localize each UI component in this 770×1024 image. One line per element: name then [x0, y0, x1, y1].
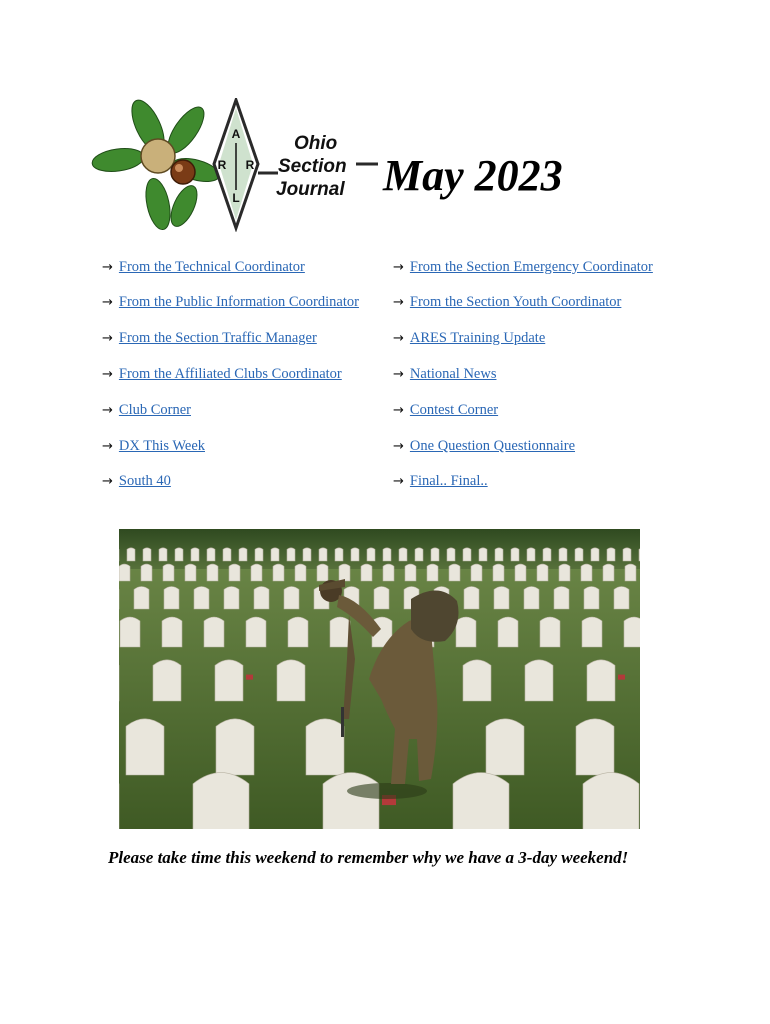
headstone — [303, 548, 311, 561]
headstone — [427, 564, 438, 581]
headstone — [153, 660, 181, 701]
headstone — [498, 617, 518, 647]
ohio-section-journal-logo — [88, 98, 384, 232]
headstone — [339, 564, 350, 581]
headstone — [511, 548, 519, 561]
svg-text:R: R — [245, 158, 255, 172]
headstone — [479, 548, 487, 561]
headstone — [193, 773, 249, 829]
headstone — [431, 548, 439, 561]
arrow-right-icon: → — [102, 367, 113, 382]
headstone — [306, 719, 344, 775]
arrow-right-icon: → — [393, 260, 404, 275]
toc-link[interactable]: Contest Corner — [409, 402, 499, 418]
headstone — [374, 587, 389, 610]
headstone — [141, 564, 152, 581]
headstone — [625, 564, 636, 581]
headstone — [191, 548, 199, 561]
headstone — [607, 548, 615, 561]
headstone — [527, 548, 535, 561]
headstone — [288, 617, 308, 647]
headstone — [449, 564, 460, 581]
cemetery-photo — [119, 529, 640, 829]
headstone — [134, 587, 149, 610]
headstone — [239, 548, 247, 561]
headstone — [415, 548, 423, 561]
arrow-right-icon: → — [102, 403, 113, 418]
toc-item[interactable] — [393, 470, 488, 492]
toc-link[interactable]: From the Section Emergency Coordinator — [409, 259, 653, 275]
svg-text:L: L — [232, 191, 240, 205]
toc-item[interactable] — [393, 291, 621, 313]
arrow-right-icon: → — [102, 260, 113, 275]
headstone — [525, 660, 553, 701]
arrow-right-icon: → — [393, 295, 404, 310]
headstone — [515, 564, 526, 581]
headstone — [207, 548, 215, 561]
toc-item[interactable] — [393, 363, 496, 385]
headstone — [215, 660, 243, 701]
headstone — [330, 617, 350, 647]
headstone — [471, 564, 482, 581]
logo-text-line: Ohio — [294, 133, 338, 154]
headstone — [277, 660, 305, 701]
headstone — [284, 587, 299, 610]
headstone — [486, 719, 524, 775]
headstone — [317, 564, 328, 581]
logo-text-line: Section — [278, 156, 347, 177]
headstone — [319, 548, 327, 561]
svg-text:R: R — [217, 158, 227, 172]
headstone — [216, 719, 254, 775]
toc-link[interactable]: DX This Week — [118, 438, 205, 454]
toc-item[interactable] — [393, 435, 575, 457]
headstone — [164, 587, 179, 610]
toc-link[interactable]: From the Technical Coordinator — [118, 259, 305, 275]
headstone — [287, 548, 295, 561]
toc-link[interactable]: From the Public Information Coordinator — [118, 294, 359, 310]
arrow-right-icon: → — [393, 331, 404, 346]
headstone — [639, 548, 640, 561]
headstone — [453, 773, 509, 829]
headstone — [254, 587, 269, 610]
headstone — [405, 564, 416, 581]
headstone — [624, 617, 640, 647]
headstone — [383, 548, 391, 561]
toc-link[interactable]: South 40 — [118, 473, 171, 489]
arrow-right-icon: → — [102, 295, 113, 310]
flag — [246, 675, 253, 680]
photo-caption: Please take time this weekend to remember why we have a 3-day weekend! — [108, 848, 629, 867]
headstone — [251, 564, 262, 581]
headstone — [162, 617, 182, 647]
headstone — [591, 548, 599, 561]
toc-item[interactable] — [102, 399, 191, 421]
arrow-right-icon: → — [393, 367, 404, 382]
headstone — [194, 587, 209, 610]
toc-item[interactable] — [102, 327, 317, 349]
headstone — [159, 548, 167, 561]
headstone — [493, 564, 504, 581]
headstone — [494, 587, 509, 610]
toc-link[interactable]: Final.. Final.. — [409, 473, 488, 489]
headstone — [495, 548, 503, 561]
headstone — [271, 548, 279, 561]
headstone — [623, 548, 631, 561]
toc-link[interactable]: ARES Training Update — [409, 330, 546, 346]
headstone — [447, 548, 455, 561]
arrow-right-icon: → — [102, 331, 113, 346]
headstone — [126, 719, 164, 775]
headstone — [587, 660, 615, 701]
headstone — [559, 564, 570, 581]
headstone — [464, 587, 479, 610]
arrow-right-icon: → — [393, 439, 404, 454]
headstone — [576, 719, 614, 775]
headstone — [540, 617, 560, 647]
headstone — [554, 587, 569, 610]
headstone — [463, 548, 471, 561]
headstone — [581, 564, 592, 581]
headstone — [361, 564, 372, 581]
arrow-right-icon: → — [102, 474, 113, 489]
headstone — [367, 548, 375, 561]
arrow-right-icon: → — [393, 403, 404, 418]
headstone — [127, 548, 135, 561]
headstone — [463, 660, 491, 701]
headstone — [584, 587, 599, 610]
headstone — [537, 564, 548, 581]
toc-link[interactable]: One Question Questionnaire — [409, 438, 576, 454]
toc-item[interactable] — [393, 327, 545, 349]
headstone — [273, 564, 284, 581]
flag — [618, 675, 625, 680]
svg-text:A: A — [231, 127, 241, 141]
headstone — [229, 564, 240, 581]
headstone — [295, 564, 306, 581]
toc-item[interactable] — [102, 470, 171, 492]
headstone — [583, 773, 639, 829]
toc-link[interactable]: Club Corner — [118, 402, 191, 418]
logo-text-line: Journal — [276, 179, 345, 200]
toc-link[interactable]: National News — [409, 366, 497, 382]
headstone — [223, 548, 231, 561]
headstone — [119, 564, 130, 581]
issue-title: May 2023 — [383, 151, 563, 200]
headstone — [383, 564, 394, 581]
headstone — [603, 564, 614, 581]
logo-text — [276, 132, 347, 201]
toc-link[interactable]: From the Section Youth Coordinator — [409, 294, 622, 310]
headstone — [143, 548, 151, 561]
toc-item[interactable] — [102, 435, 205, 457]
headstone — [120, 617, 140, 647]
toc-link[interactable]: From the Affiliated Clubs Coordinator — [118, 366, 342, 382]
headstone — [255, 548, 263, 561]
headstone — [351, 548, 359, 561]
headstone — [224, 587, 239, 610]
toc-item[interactable] — [393, 399, 498, 421]
headstone — [323, 773, 379, 829]
headstone — [207, 564, 218, 581]
headstone — [246, 617, 266, 647]
arrow-right-icon: → — [102, 439, 113, 454]
toc-item[interactable] — [102, 363, 342, 385]
headstone — [614, 587, 629, 610]
headstone — [524, 587, 539, 610]
toc-item[interactable] — [393, 256, 653, 278]
arrow-right-icon: → — [393, 474, 404, 489]
headstone — [204, 617, 224, 647]
toc-item[interactable] — [102, 256, 305, 278]
headstone — [559, 548, 567, 561]
headstone — [175, 548, 183, 561]
headstone — [335, 548, 343, 561]
headstone — [456, 617, 476, 647]
headstone — [399, 548, 407, 561]
headstone — [185, 564, 196, 581]
headstone — [575, 548, 583, 561]
toc-item[interactable] — [102, 291, 359, 313]
toc-link[interactable]: From the Section Traffic Manager — [118, 330, 317, 346]
headstone — [543, 548, 551, 561]
headstone — [582, 617, 602, 647]
headstone — [163, 564, 174, 581]
